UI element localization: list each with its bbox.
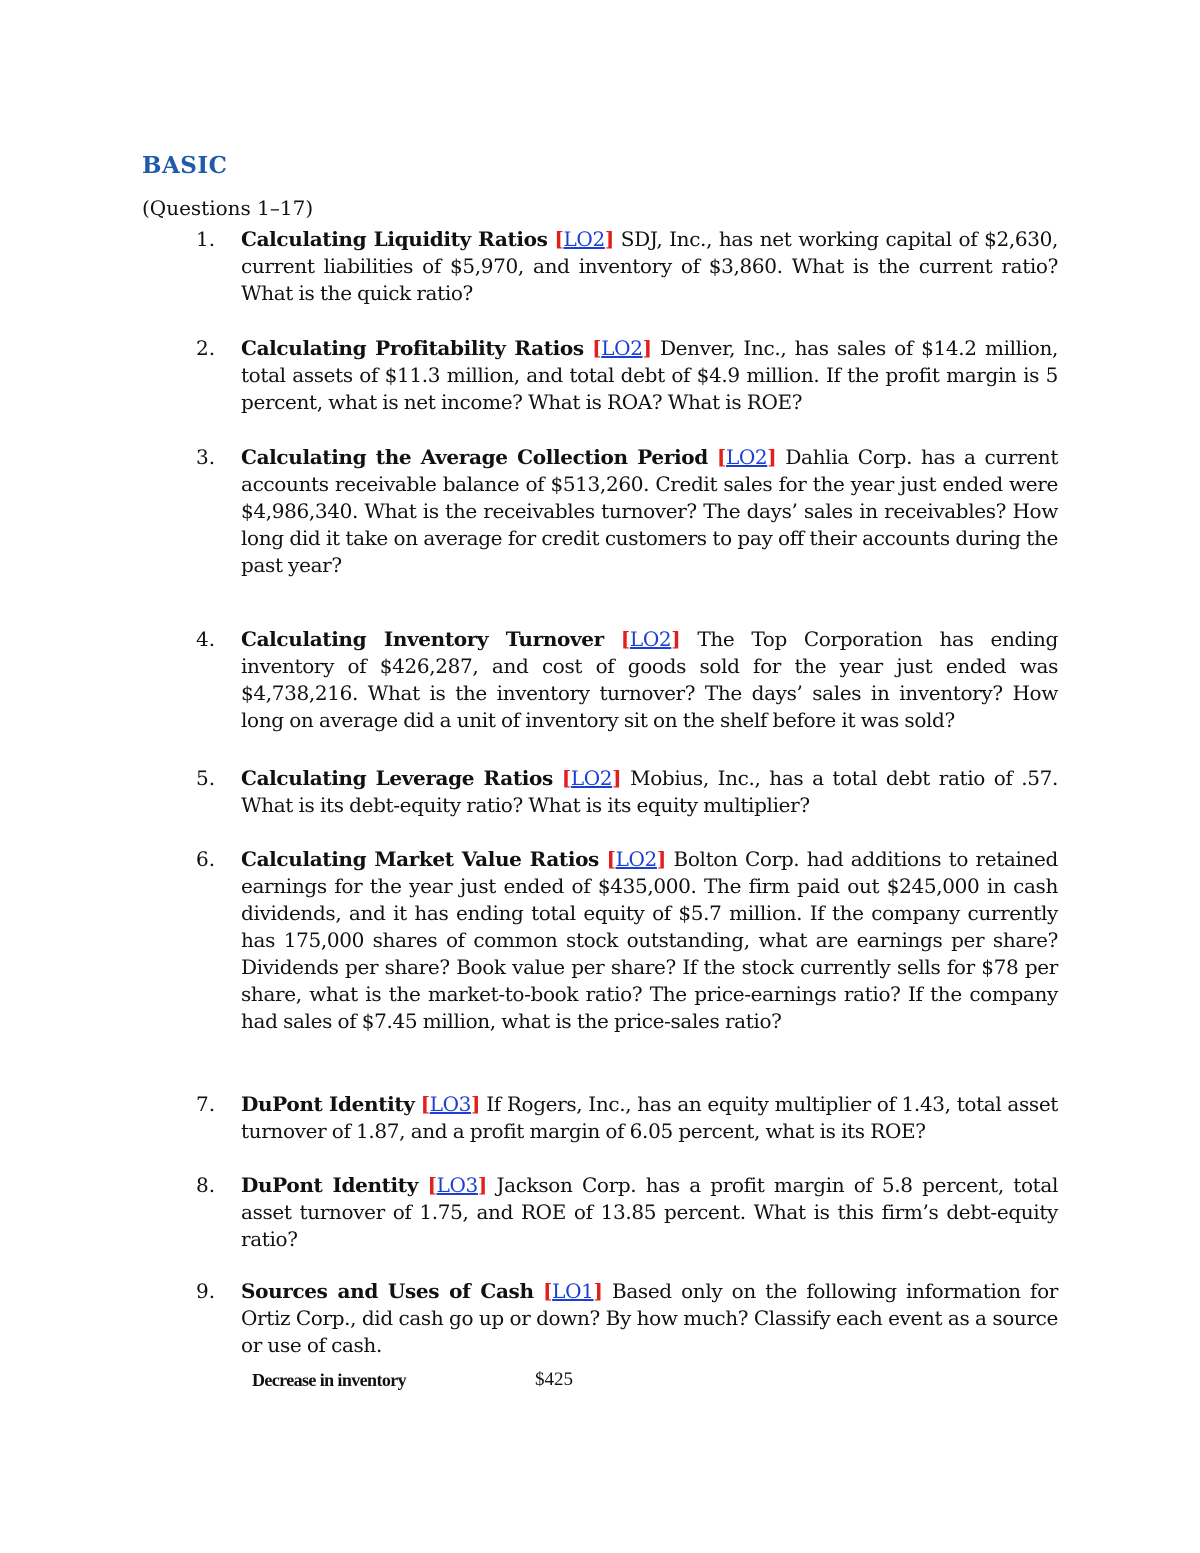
question-text: If Rogers, Inc., has an equity multiplier of 1.43, total asset turnover of 1.87, and a profit margin of 6.05 percent, what is its ROE? [241, 1092, 1058, 1143]
question-title: Calculating the Average Collection Period [241, 445, 708, 469]
question-title: DuPont Identity [241, 1173, 418, 1197]
learning-objective-link[interactable]: LO2 [629, 627, 672, 651]
question-body [241, 626, 1058, 734]
question-text: Denver, Inc., has sales of $14.2 million, total assets of $11.3 million, and total debt of $4.9 million. If the profit margin is 5 percent, what is net income? What is ROA? What is ROE? [241, 336, 1058, 414]
cash-events-table [252, 1367, 573, 1393]
lo-bracket-close: ] [477, 1173, 488, 1197]
question-body [241, 846, 1058, 1035]
question-title: Sources and Uses of Cash [241, 1279, 534, 1303]
question-text: SDJ, Inc., has net working capital of $2,630, current liabilities of $5,970, and inventory of $3,860. What is the current ratio? What is the quick ratio? [241, 227, 1058, 305]
question-body [241, 765, 1058, 819]
lo-bracket-open: [ [554, 227, 564, 251]
question-body [241, 1172, 1058, 1253]
question-text: Based only on the following information for Ortiz Corp., did cash go up or down? By how much? Classify each event as a source or use of cash. [241, 1279, 1058, 1357]
question-body [241, 226, 1058, 307]
learning-objective-link[interactable]: LO2 [601, 336, 643, 360]
question-number: 9. [196, 1279, 216, 1303]
question-text: Mobius, Inc., has a total debt ratio of .57. What is its debt-equity ratio? What is its equity multiplier? [241, 766, 1058, 817]
lo-bracket-close: ] [767, 445, 777, 469]
question-text: Jackson Corp. has a profit margin of 5.8 percent, total asset turnover of 1.75, and ROE of 13.85 percent. What is this firm’s debt-equity ratio? [241, 1173, 1058, 1251]
lo-bracket-open: [ [561, 766, 571, 790]
question-number: 7. [196, 1092, 216, 1116]
lo-bracket-open: [ [620, 627, 630, 651]
question-text: Bolton Corp. had additions to retained earnings for the year just ended of $435,000. The firm paid out $245,000 in cash dividends, and it has ending total equity of $5.7 million. If the company currently has 175,000 shares of common stock outstanding, what are earnings per share? Dividends per share? Book value per share? If the stock currently sells for $78 per share, what is the market-to-book ratio? The price-earnings ratio? If the company had sales of $7.45 million, what is the price-sales ratio? [241, 847, 1058, 1033]
section-heading: BASIC [142, 152, 228, 179]
lo-bracket-close: ] [593, 1279, 603, 1303]
lo-bracket-close: ] [642, 336, 652, 360]
question-text: The Top Corporation has ending inventory of $426,287, and cost of goods sold for the year just ended was $4,738,216. What is the inventory turnover? The days’ sales in inventory? How long on average did a unit of inventory sit on the shelf before it was sold? [241, 627, 1058, 732]
questions-range: (Questions 1–17) [142, 196, 314, 220]
question-number: 4. [196, 627, 216, 651]
learning-objective-link[interactable]: LO3 [429, 1092, 472, 1116]
question-body [241, 1091, 1058, 1145]
lo-bracket-close: ] [471, 1092, 481, 1116]
lo-bracket-open: [ [592, 336, 602, 360]
lo-bracket-open: [ [606, 847, 616, 871]
lo-bracket-close: ] [671, 627, 681, 651]
learning-objective-link[interactable]: LO2 [725, 445, 768, 469]
question-body [241, 444, 1058, 579]
cash-item-value: $425 [535, 1369, 573, 1390]
learning-objective-link[interactable]: LO2 [615, 847, 657, 871]
learning-objective-link[interactable]: LO2 [570, 766, 613, 790]
lo-bracket-open: [ [427, 1173, 437, 1197]
question-title: Calculating Liquidity Ratios [241, 227, 548, 251]
lo-bracket-open: [ [420, 1092, 430, 1116]
question-number: 8. [196, 1173, 216, 1197]
lo-bracket-close: ] [656, 847, 667, 871]
question-text: Dahlia Corp. has a current accounts receivable balance of $513,260. Credit sales for the year just ended were $4,986,340. What is the receivables turnover? The days’ sales in receivables? How long did it take on average for credit customers to pay off their accounts during the past year? [241, 445, 1059, 577]
question-number: 3. [196, 445, 216, 469]
question-body [241, 335, 1058, 416]
question-title: Calculating Leverage Ratios [241, 766, 553, 790]
lo-bracket-close: ] [604, 227, 614, 251]
lo-bracket-open: [ [716, 445, 726, 469]
learning-objective-link[interactable]: LO2 [563, 227, 605, 251]
question-number: 5. [196, 766, 216, 790]
question-number: 2. [196, 336, 216, 360]
learning-objective-link[interactable]: LO3 [436, 1173, 478, 1197]
table-row [252, 1367, 573, 1393]
question-body [241, 1278, 1058, 1359]
question-title: Calculating Profitability Ratios [241, 336, 584, 360]
question-title: DuPont Identity [241, 1092, 415, 1116]
cash-item-label: Decrease in inventory [252, 1369, 407, 1390]
question-title: Calculating Inventory Turnover [241, 627, 604, 651]
question-number: 1. [196, 227, 216, 251]
lo-bracket-open: [ [543, 1279, 553, 1303]
question-title: Calculating Market Value Ratios [241, 847, 599, 871]
learning-objective-link[interactable]: LO1 [552, 1279, 594, 1303]
question-number: 6. [196, 847, 216, 871]
lo-bracket-close: ] [612, 766, 622, 790]
